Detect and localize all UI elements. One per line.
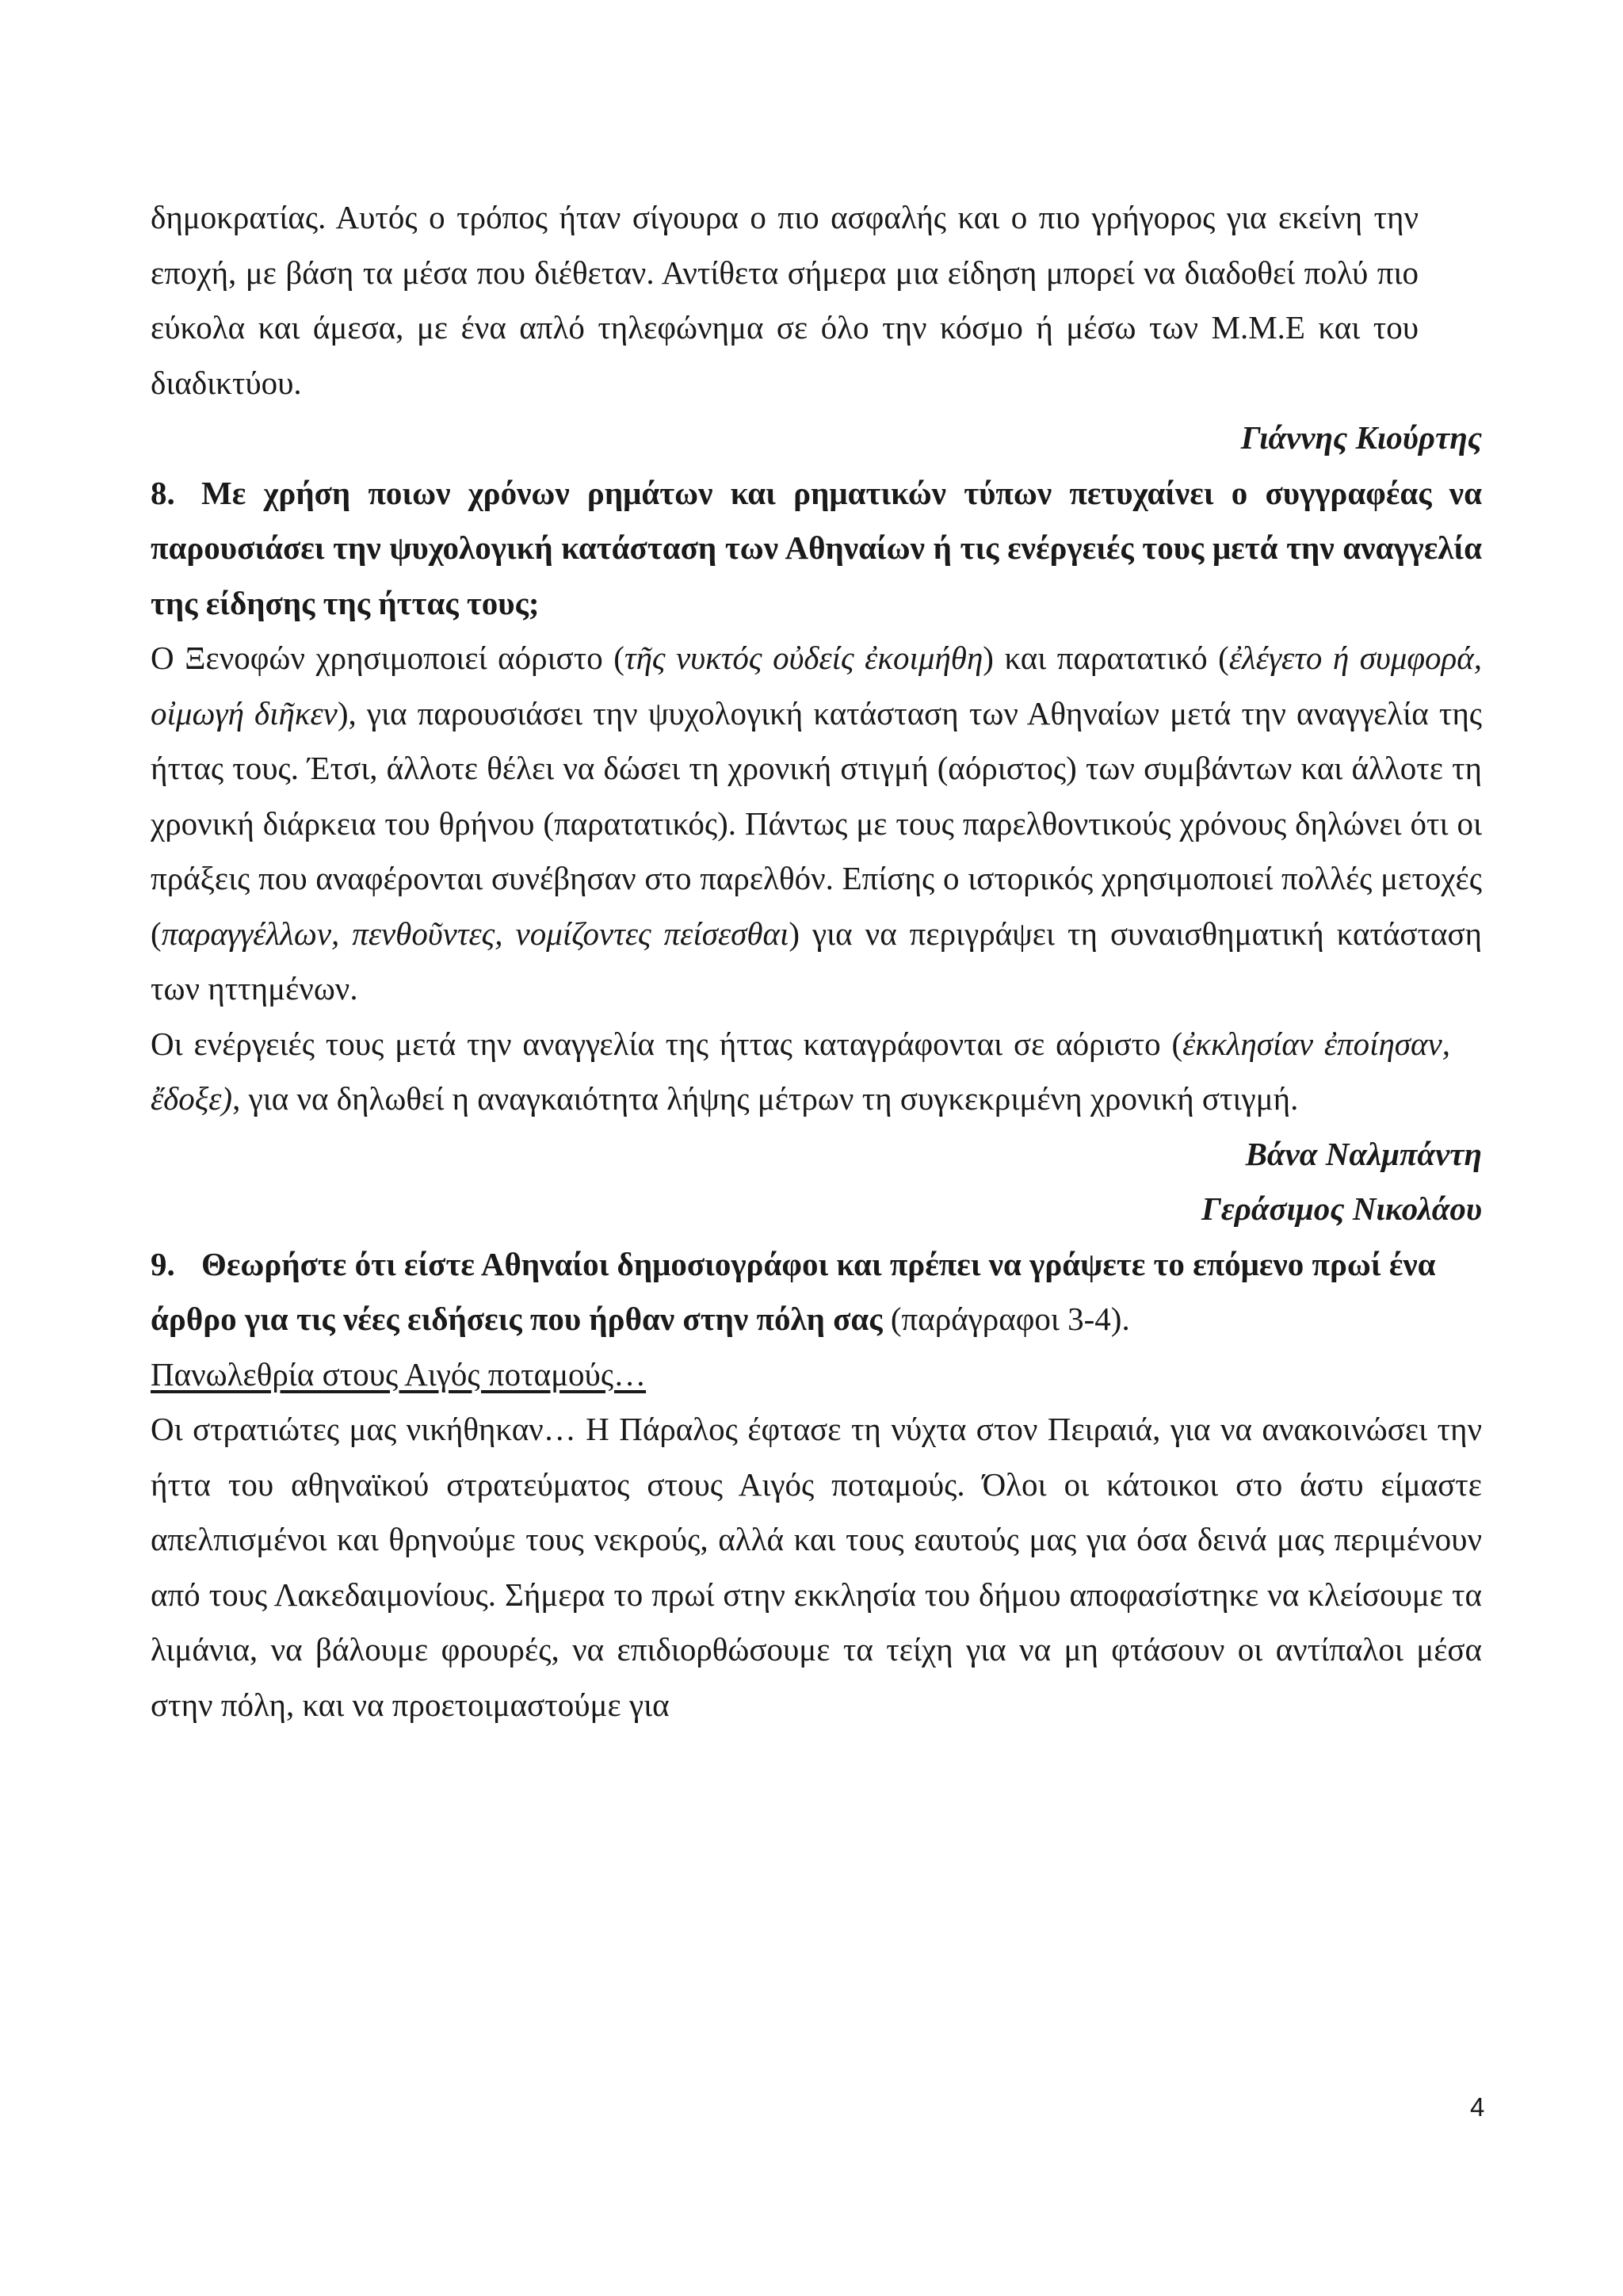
answer-text: Οι ενέργειές τους μετά την αναγγελία της ήττας καταγράφονται σε αόριστο ( <box>151 1025 1183 1062</box>
question-text: Θεωρήστε ότι είστε Αθηναίοι δημοσιογράφοι και πρέπει να γράψετε το επόμενο πρωί ένα άρθρο για τις νέες ειδήσεις που ήρθαν στην πόλη σας <box>151 1245 1436 1337</box>
intro-paragraph: δημοκρατίας. Αυτός ο τρόπος ήταν σίγουρα ο πιο ασφαλής και ο πιο γρήγορος για εκείνη την εποχή, με βάση τα μέσα που διέθεταν. Αντίθετα σήμερα μια είδηση μπορεί να διαδοθεί πολύ πιο εύκολα και άμεσα, με ένα απλό τηλεφώνημα σε όλο την κόσμο ή μέσω των Μ.Μ.Ε και του διαδικτύου. <box>151 199 1419 401</box>
page-content <box>151 190 1482 1733</box>
quote-text: ἐλέγετο ή συμφορά, οἰμωγή διῆκεν <box>151 640 1483 732</box>
question-8 <box>151 466 1482 632</box>
page-number: 4 <box>1470 2092 1485 2122</box>
answer-8-paragraph-2 <box>151 1017 1450 1127</box>
question-note: (παράγραφοι 3-4). <box>890 1301 1130 1337</box>
quote-text: ἐκκλησίαν ἐποίησαν, ἔδοξε) <box>151 1025 1450 1117</box>
quote-text: τῆς νυκτός οὐδείς ἐκοιμήθη <box>624 640 983 676</box>
answer-text: , για να δηλωθεί η αναγκαιότητα λήψης μέτρων τη συγκεκριμένη χρονική στιγμή. <box>232 1080 1299 1117</box>
answer-text: ) και παρατατικό ( <box>983 640 1229 676</box>
question-number: 9. <box>151 1245 175 1282</box>
article-title <box>151 1347 1482 1403</box>
answer-text: Ο Ξενοφών χρησιμοποιεί αόριστο ( <box>151 640 624 676</box>
article-body: Οι στρατιώτες μας νικήθηκαν… Η Πάραλος έφτασε τη νύχτα στον Πειραιά, για να ανακοινώσει την ήττα του αθηναϊκού στρατεύματος στους Αιγός ποταμούς. Όλοι οι κάτοικοι στο άστυ είμαστε απελπισμένοι και θρηνούμε τους νεκρούς, αλλά και τους εαυτούς μας για όσα δεινά μας περιμένουν από τους Λακεδαιμονίους. Σήμερα το πρωί στην εκκλησία του δήμου αποφασίστηκε να κλείσουμε τα λιμάνια, να βάλουμε φρουρές, να επιδιορθώσουμε τα τείχη για να μη φτάσουν οι αντίπαλοι μέσα στην πόλη, και να προετοιμαστούμε για <box>151 1411 1482 1723</box>
quote-text: παραγγέλλων, πενθοῦντες, νομίζοντες πείσεσθαι <box>161 915 789 952</box>
article-title-text: Πανωλεθρία στους Αιγός ποταμούς… <box>151 1355 647 1392</box>
answer-text: ), για παρουσιάσει την ψυχολογική κατάσταση των Αθηναίων μετά την αναγγελία της ήττας τους. Έτσι, άλλοτε θέλει να δώσει τη χρονική στιγμή (αόριστος) των συμβάντων και άλλοτε τη χρονική διάρκεια του θρήνου (παρατατικός). Πάντως με τους παρελθοντικούς χρόνους δηλώνει ότι οι πράξεις που αναφέρονται συνέβησαν στο παρελθόν. Επίσης ο ιστορικός χρησιμοποιεί πολλές μετοχές ( <box>151 694 1482 952</box>
author-signature: Γιάννης Κιούρτης <box>1240 419 1482 456</box>
answer-8-paragraph-1 <box>151 631 1482 1017</box>
answer-text: ) για να περιγράψει τη συναισθηματική κατάσταση των ηττημένων. <box>151 915 1482 1007</box>
question-text: Με χρήση ποιων χρόνων ρημάτων και ρηματικών τύπων πετυχαίνει ο συγγραφέας να παρουσιάσει την ψυχολογική κατάσταση των Αθηναίων ή τις ενέργειές τους μετά την αναγγελία της είδησης της ήττας τους; <box>151 474 1482 621</box>
question-number: 8. <box>151 474 175 511</box>
author-signature-1: Βάνα Ναλμπάντη <box>1245 1135 1482 1172</box>
question-9 <box>151 1237 1482 1347</box>
author-signature-2: Γεράσιμος Νικολάου <box>1201 1190 1482 1227</box>
